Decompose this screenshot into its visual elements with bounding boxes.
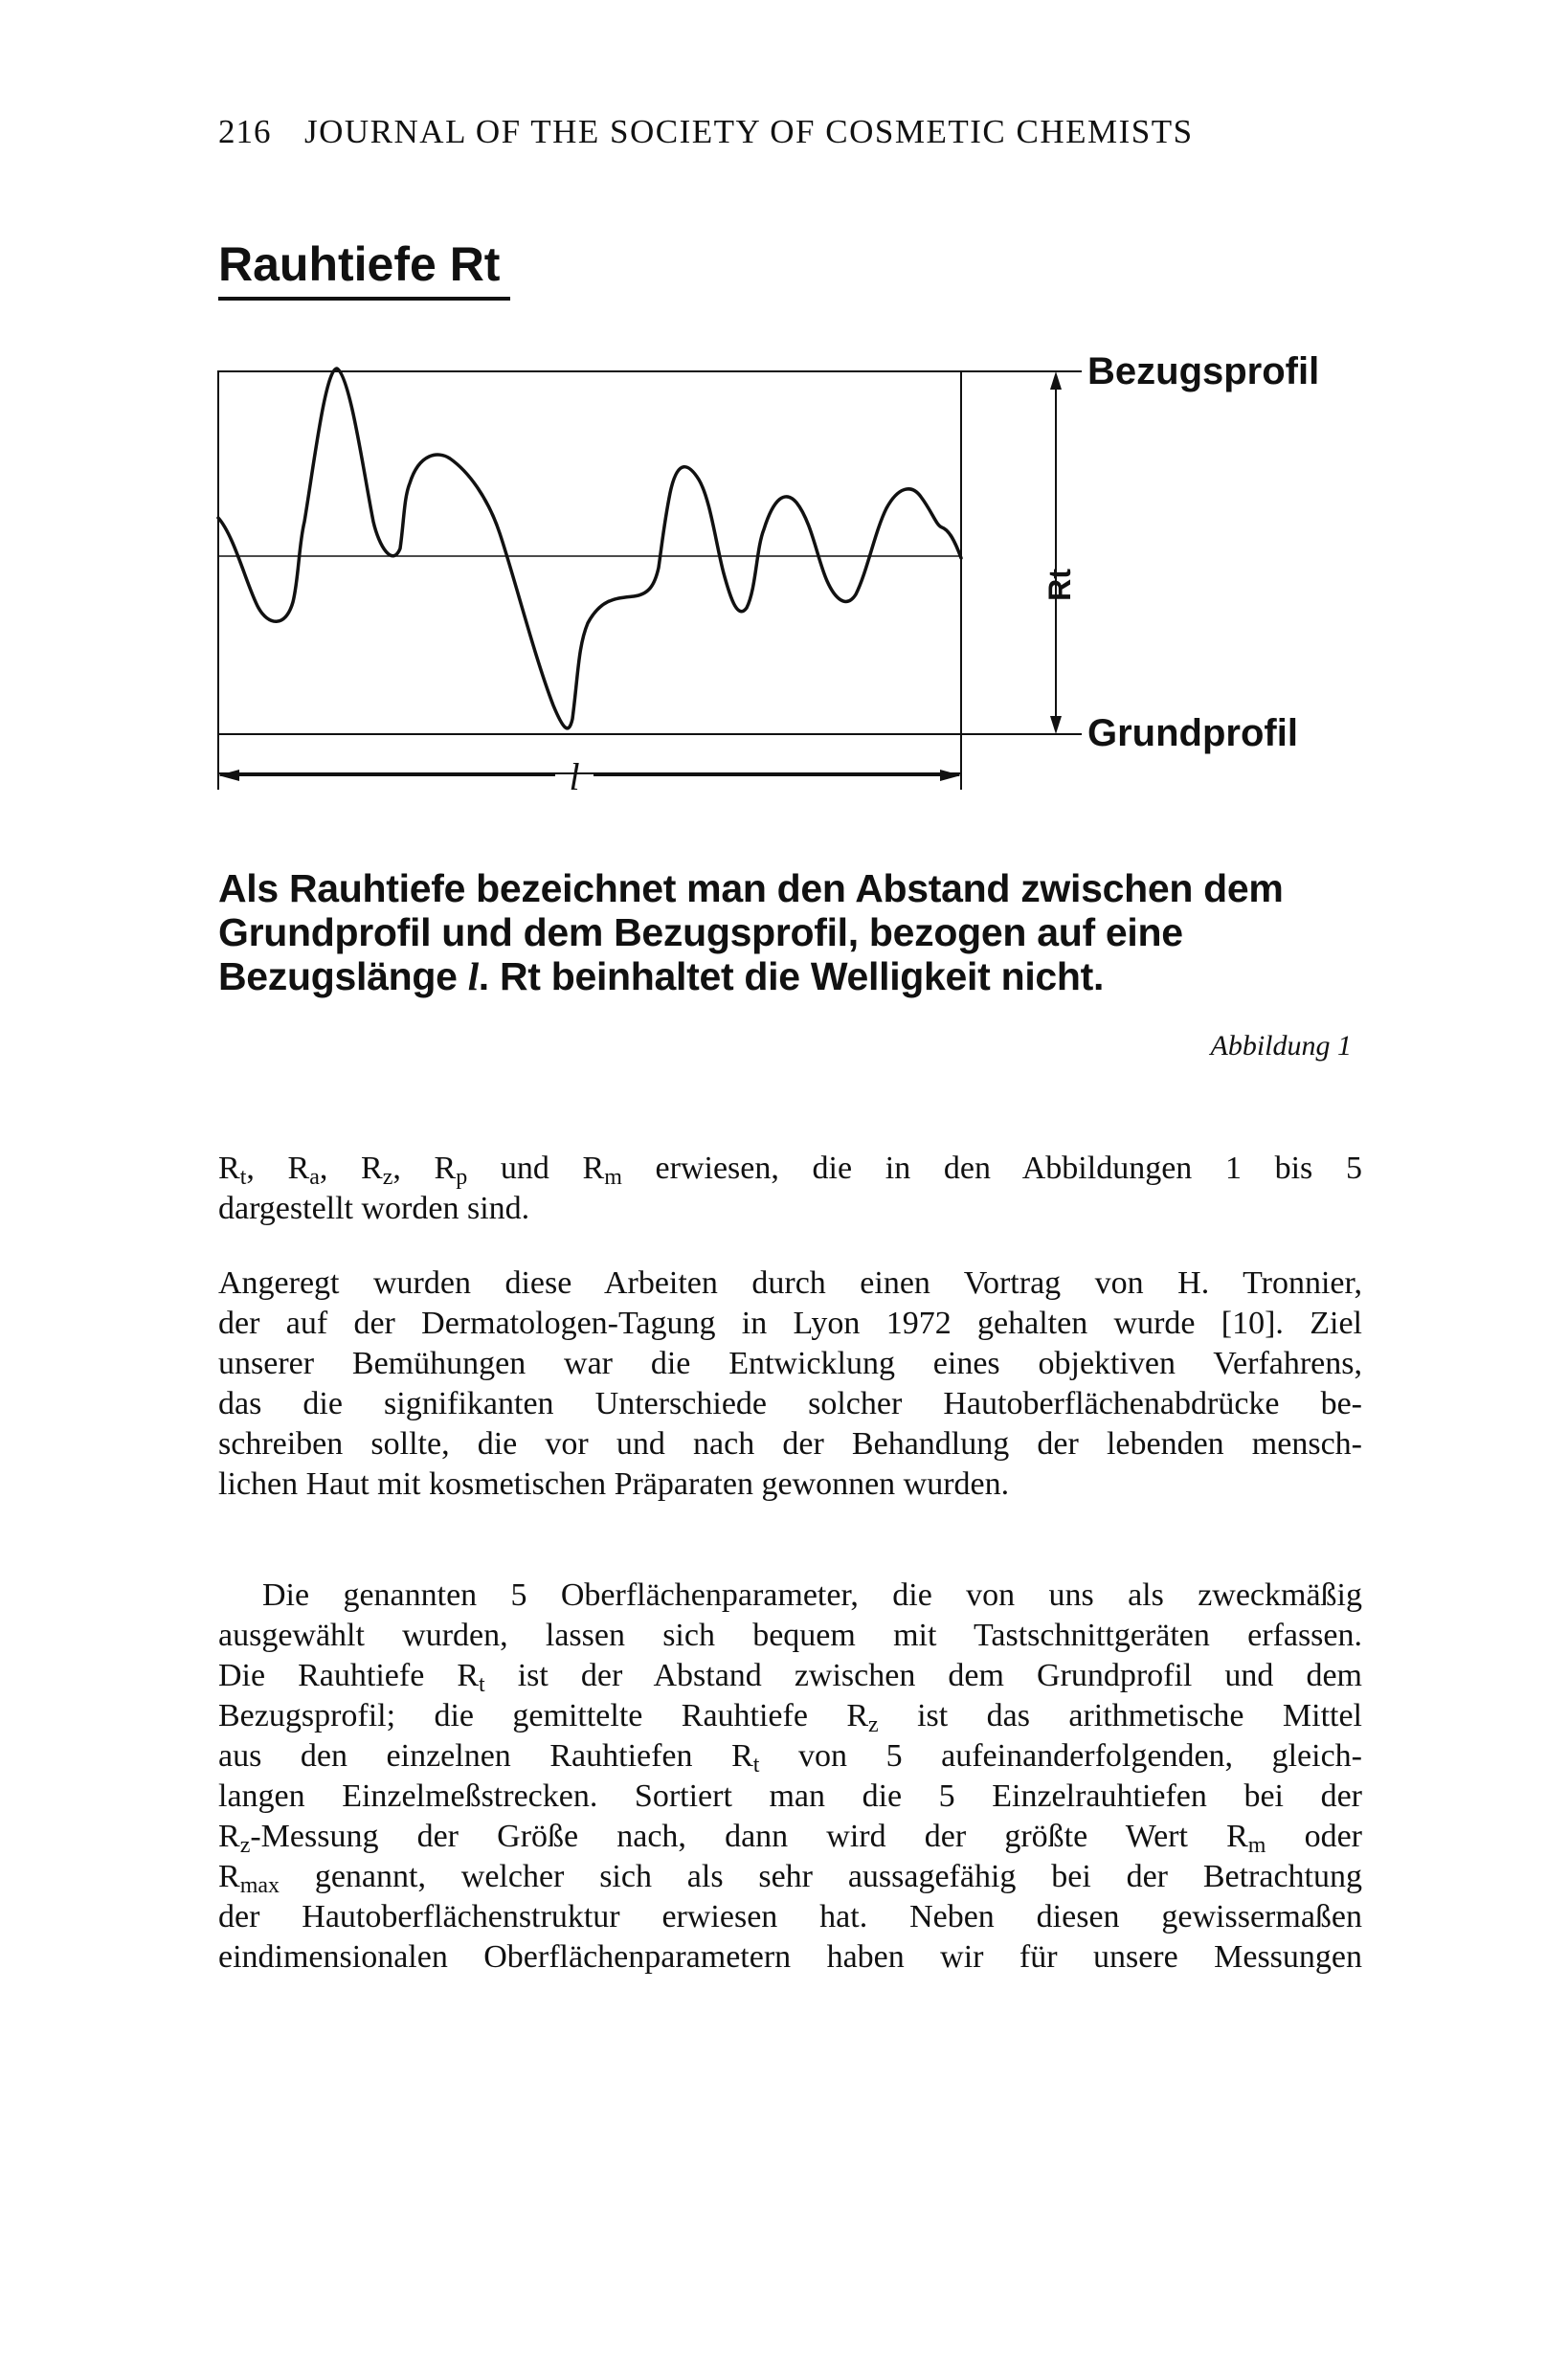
roughness-profile-curve — [218, 369, 961, 728]
paragraph-3-line-4: Bezugsprofil; die gemittelte Rauhtiefe $R_z$ ist das arithmetische Mittel — [218, 1698, 1363, 1737]
paragraph-3-line-3: Die Rauhtiefe $R_t$ ist der Abstand zwischen dem Grundprofil und dem — [218, 1658, 1362, 1697]
caption-line-1: Als Rauhtiefe bezeichnet man den Abstand zwischen dem — [218, 866, 1284, 910]
diagram-frame — [218, 371, 961, 773]
paragraph-1-line-2: dargestellt worden sind. — [218, 1191, 530, 1226]
paragraph-3-line-6: langen Einzelmeßstrecken. Sortiert man die 5 Einzelrauhtiefen bei der — [218, 1778, 1362, 1814]
paragraph-2-line-4: das die signifikanten Unterschiede solcher Hautoberflächenabdrücke be- — [218, 1386, 1362, 1421]
rt-arrow-down — [1050, 716, 1062, 734]
caption-line-2: Grundprofil und dem Bezugsprofil, bezogen auf eine — [218, 910, 1183, 954]
page-number: 216 — [218, 113, 272, 150]
paragraph-3-line-7: $R_z$-Messung der Größe nach, dann wird der größte Wert $R_m$ oder — [218, 1819, 1362, 1858]
caption-length-symbol: l — [467, 954, 479, 998]
running-header — [218, 113, 1194, 151]
rt-arrow-up — [1050, 371, 1062, 390]
paragraph-2-line-2: der auf der Dermatologen-Tagung in Lyon 1972 gehalten wurde [10]. Ziel — [218, 1306, 1362, 1341]
paragraph-1-line-1: $R_t$, $R_a$, $R_z$, $R_p$ und $R_m$ erwiesen, die in den Abbildungen 1 bis 5 — [218, 1151, 1362, 1190]
caption-line-3-suffix: . Rt beinhaltet die Welligkeit nicht. — [478, 954, 1105, 998]
caption-line-3-prefix: Bezugslänge — [218, 954, 468, 998]
length-arrow-left — [218, 770, 239, 781]
bezugsprofil-label: Bezugsprofil — [1087, 350, 1320, 392]
figure-label: Abbildung 1 — [1210, 1030, 1352, 1062]
figure-title: Rauhtiefe Rt — [218, 237, 510, 301]
paragraph-3-line-8: $R_{max}$ genannt, welcher sich als sehr aussagefähig bei der Betrachtung — [218, 1859, 1362, 1898]
grundprofil-label: Grundprofil — [1087, 712, 1298, 754]
caption-line-3 — [218, 954, 1405, 998]
figure-caption — [218, 866, 1405, 998]
paragraph-3 — [218, 1576, 1362, 1978]
paragraph-1 — [218, 1149, 1362, 1229]
paragraph-2-line-3: unserer Bemühungen war die Entwicklung eines objektiven Verfahrens, — [218, 1346, 1362, 1381]
paragraph-3-line-9: der Hautoberflächenstruktur erwiesen hat. Neben diesen gewissermaßen — [218, 1899, 1362, 1934]
paragraph-3-line-2: ausgewählt wurden, lassen sich bequem mit Tastschnittgeräten erfassen. — [218, 1618, 1362, 1653]
paragraph-3-line-1: Die genannten 5 Oberflächenparameter, die von uns als zweckmäßig — [262, 1577, 1362, 1613]
paragraph-3-line-5: aus den einzelnen Rauhtiefen $R_t$ von 5 aufeinanderfolgenden, gleich- — [218, 1738, 1362, 1778]
paragraph-2-line-6: lichen Haut mit kosmetischen Präparaten gewonnen wurden. — [218, 1466, 1010, 1502]
paragraph-2-line-1: Angeregt wurden diese Arbeiten durch einen Vortrag von H. Tronnier, — [218, 1265, 1362, 1301]
paragraph-3-line-10: eindimensionalen Oberflächenparametern haben wir für unsere Messungen — [218, 1939, 1362, 1975]
length-arrow-right — [940, 770, 961, 781]
journal-title: JOURNAL OF THE SOCIETY OF COSMETIC CHEMISTS — [304, 113, 1194, 150]
paragraph-2-line-5: schreiben sollte, die vor und nach der Behandlung der lebenden mensch- — [218, 1426, 1362, 1462]
length-label: l — [569, 755, 580, 798]
paragraph-2 — [218, 1263, 1362, 1505]
rt-label: Rt — [1042, 569, 1077, 601]
roughness-diagram — [191, 330, 1340, 866]
